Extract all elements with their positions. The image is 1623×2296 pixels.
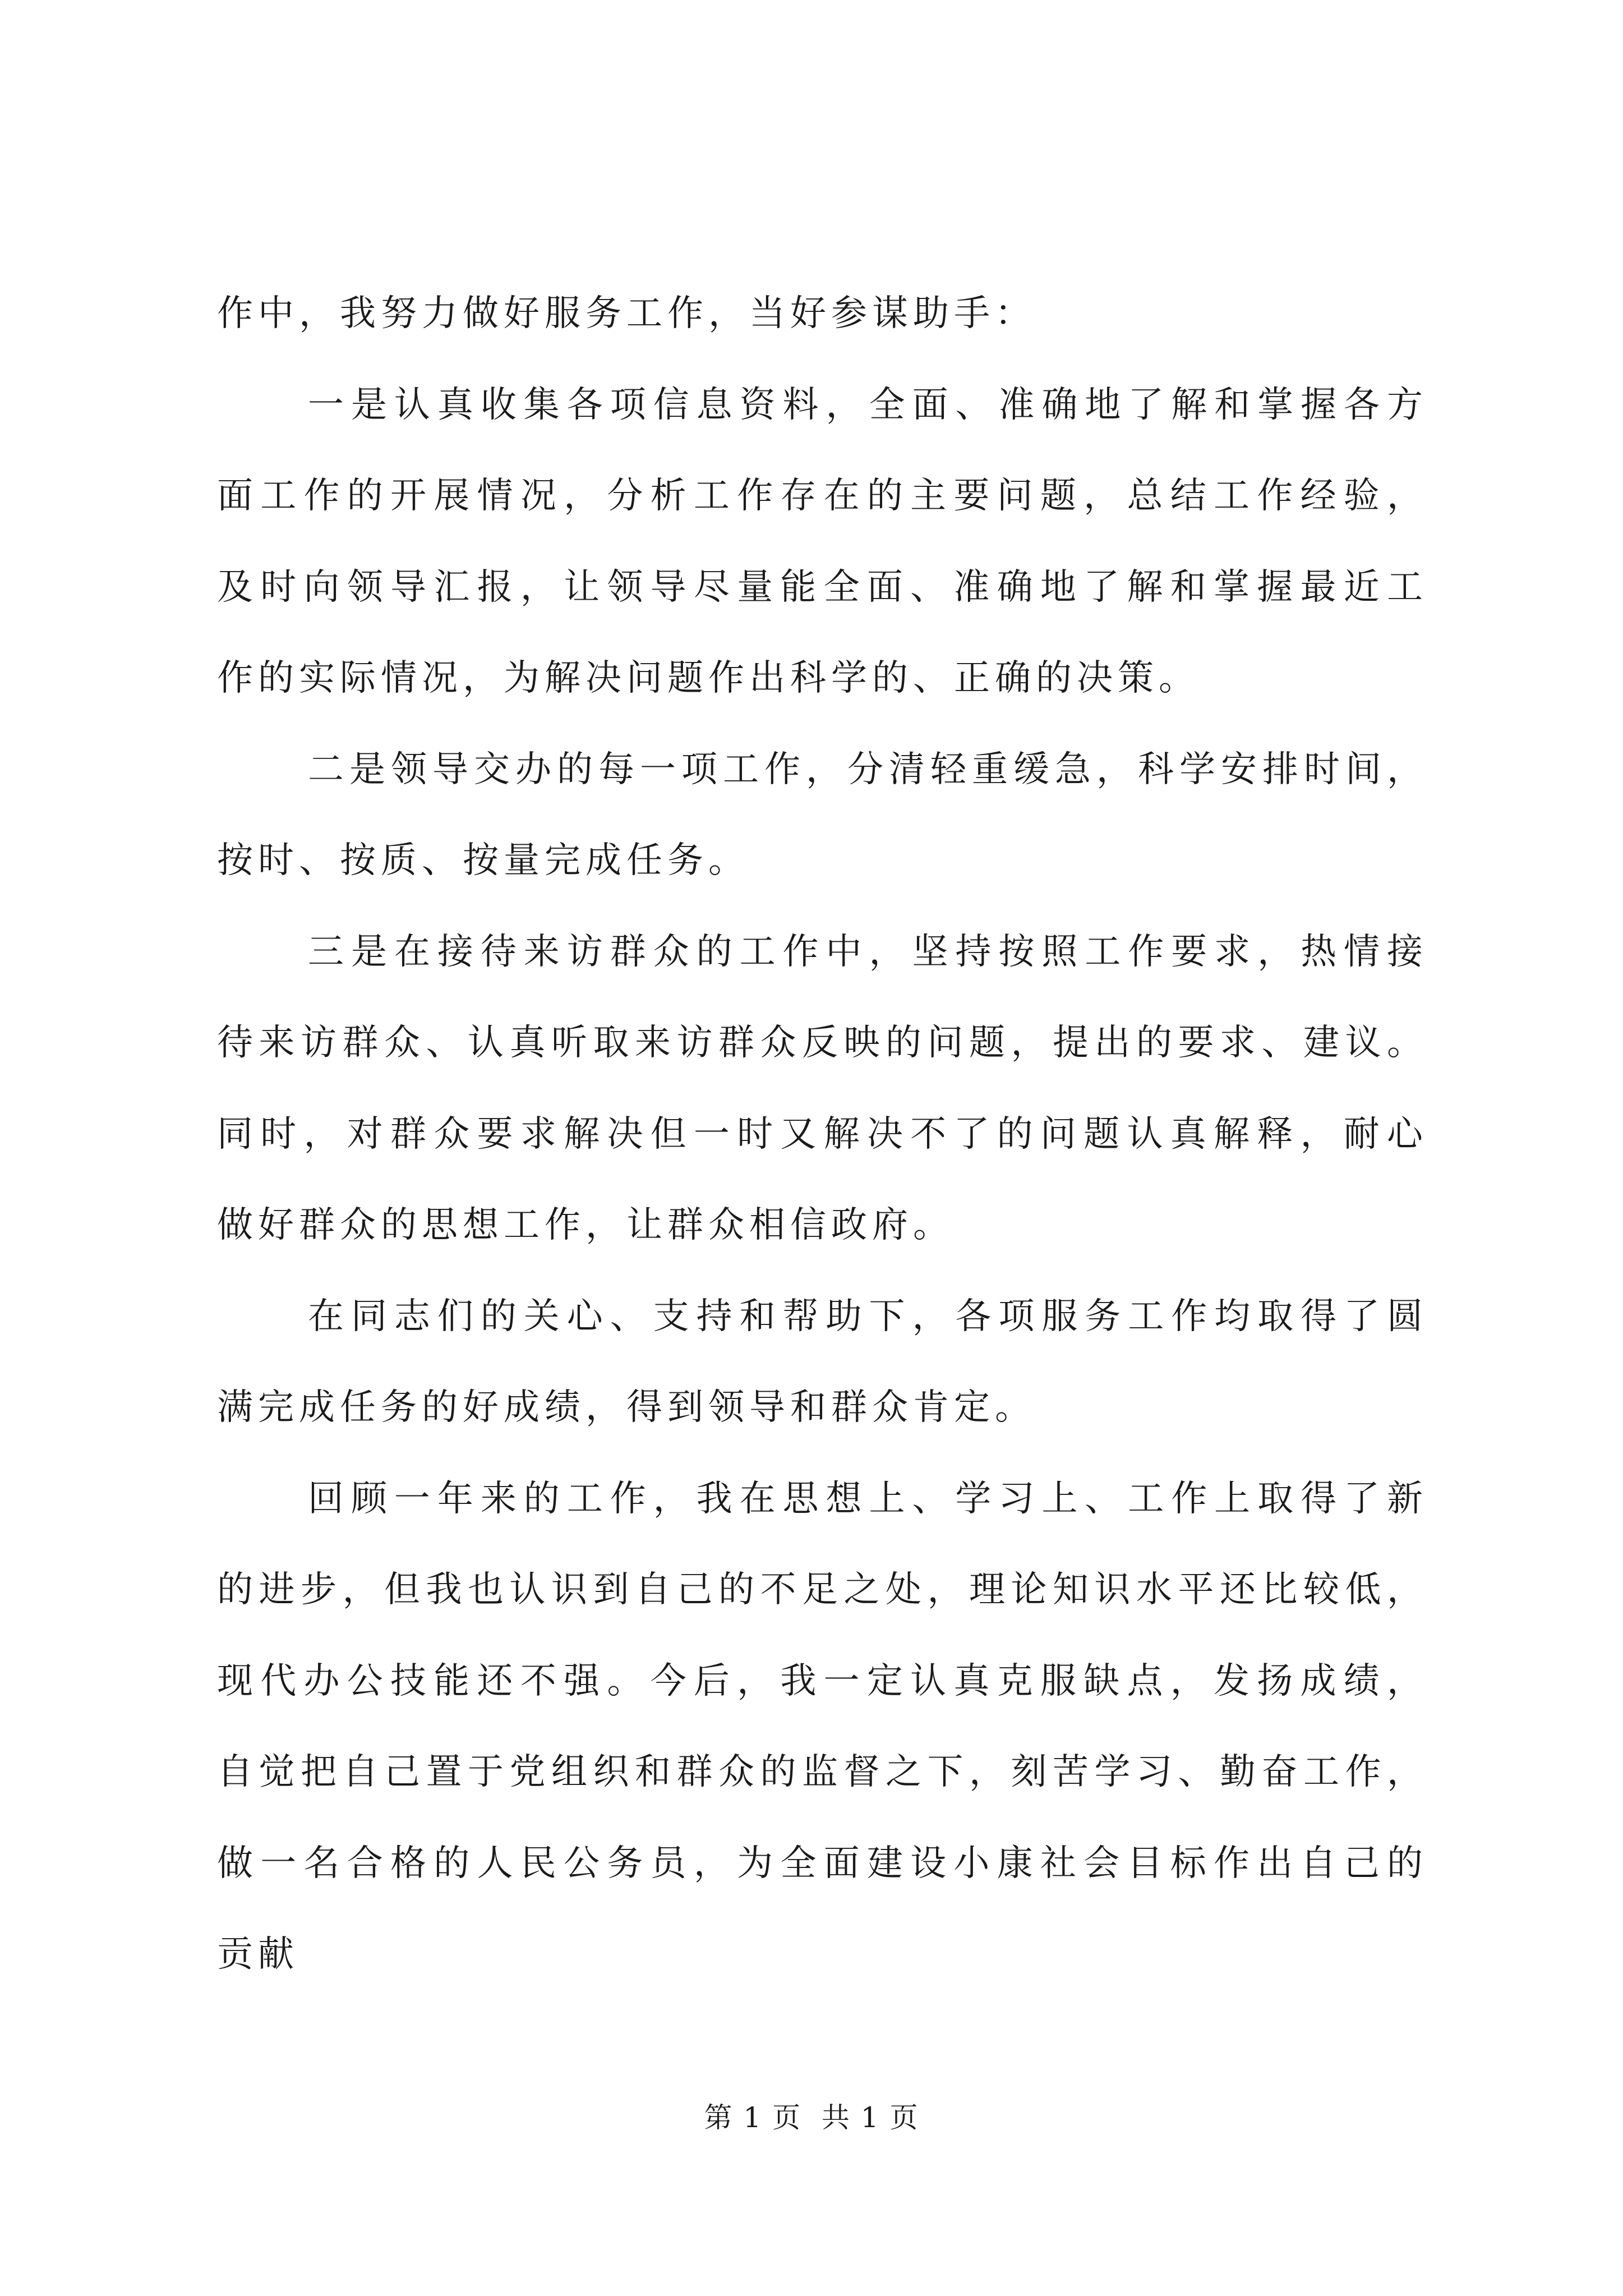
text-line: 按时、按质、按量完成任务。 [217,840,749,881]
text-line: 二是领导交办的每一项工作，分清轻重缓急，科学安排时间， [308,748,1423,790]
text-line: 的进步，但我也认识到自己的不足之处，理论知识水平还比较低， [217,1569,1423,1611]
text-line: 贡献 [217,1934,299,1975]
text-line: 三是在接待来访群众的工作中，坚持按照工作要求，热情接 [308,931,1423,973]
text-line: 面工作的开展情况，分析工作存在的主要问题，总结工作经验， [217,475,1423,517]
page-footer [0,2098,1623,2137]
text-line: 满完成任务的好成绩，得到领导和群众肯定。 [217,1387,1036,1428]
text-line: 回顾一年来的工作，我在思想上、学习上、工作上取得了新 [308,1478,1423,1520]
text-line: 及时向领导汇报，让领导尽量能全面、准确地了解和掌握最近工 [217,566,1423,608]
text-line: 做一名合格的人民公务员，为全面建设小康社会目标作出自己的 [217,1842,1423,1884]
text-line: 作的实际情况，为解决问题作出科学的、正确的决策。 [217,657,1200,699]
text-line: 一是认真收集各项信息资料，全面、准确地了解和掌握各方 [308,384,1423,426]
text-line: 同时，对群众要求解决但一时又解决不了的问题认真解释，耐心 [217,1113,1423,1155]
document-body [217,268,1423,2000]
page-number-label: 第 1 页 共 1 页 [704,2101,919,2134]
text-line: 待来访群众、认真听取来访群众反映的问题，提出的要求、建议。 [217,1022,1423,1064]
text-line: 作中，我努力做好服务工作，当好参谋助手： [217,293,1036,334]
text-line: 自觉把自己置于党组织和群众的监督之下，刻苦学习、勤奋工作， [217,1751,1423,1793]
text-line: 在同志们的关心、支持和帮助下，各项服务工作均取得了圆 [308,1295,1423,1337]
text-line: 做好群众的思想工作，让群众相信政府。 [217,1204,954,1246]
text-line: 现代办公技能还不强。今后，我一定认真克服缺点，发扬成绩， [217,1660,1423,1702]
